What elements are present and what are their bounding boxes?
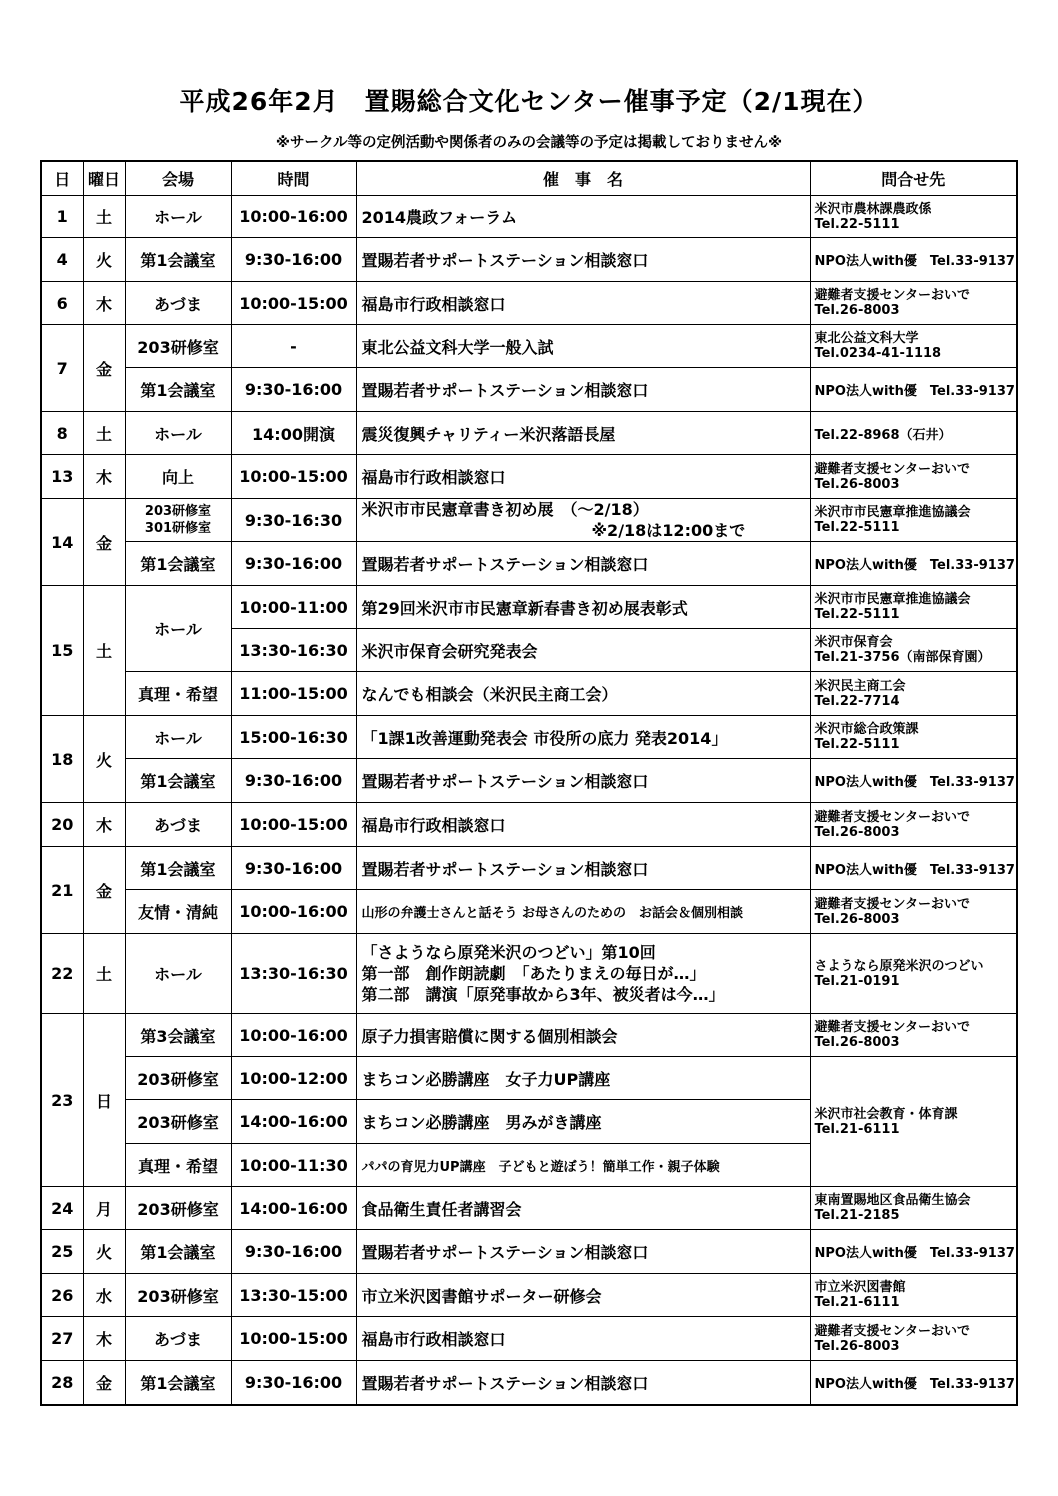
contact-cell: NPO法人with優 Tel.33-9137 <box>810 238 1017 282</box>
table-row <box>41 759 1017 803</box>
event-cell: パパの育児力UP講座 子どもと遊ぼう！簡単工作・親子体験 <box>356 1144 810 1187</box>
contact-org: 避難者支援センターおいで <box>814 809 970 825</box>
event-cell: 米沢市保育会研究発表会 <box>356 629 810 672</box>
venue-cell: あづま <box>125 803 231 847</box>
table-row <box>41 325 1017 368</box>
day-cell: 8 <box>41 412 83 455</box>
time-cell: 10:00-16:00 <box>231 1014 356 1057</box>
venue-cell: ホール <box>125 412 231 455</box>
event-cell: 東北公益文科大学一般入試 <box>356 325 810 368</box>
day-cell: 1 <box>41 196 83 238</box>
time-cell: 9:30-16:00 <box>231 1361 356 1405</box>
time-cell: 14:00-16:00 <box>231 1187 356 1230</box>
event-cell <box>356 934 810 1014</box>
table-row <box>41 1317 1017 1361</box>
event-cell: 福島市行政相談窓口 <box>356 1317 810 1361</box>
table-row <box>41 1274 1017 1317</box>
event-cell: 「1課1改善運動発表会 市役所の底力 発表2014」 <box>356 716 810 759</box>
table-row <box>41 1057 1017 1100</box>
event-cell: なんでも相談会（米沢民主商工会） <box>356 672 810 716</box>
contact-org: 米沢市社会教育・体育課 <box>814 1106 958 1122</box>
contact-cell: NPO法人with優 Tel.33-9137 <box>810 1361 1017 1405</box>
table-row <box>41 412 1017 455</box>
event-note: ※2/18は12:00まで <box>591 521 746 540</box>
event-cell: 原子力損害賠償に関する個別相談会 <box>356 1014 810 1057</box>
contact-org: 米沢市総合政策課 <box>814 722 919 737</box>
time-cell: 9:30-16:00 <box>231 238 356 282</box>
contact-tel: Tel.22-7714 <box>814 693 900 709</box>
contact-tel: Tel.26-8003 <box>814 476 900 492</box>
time-cell: 14:00開演 <box>231 412 356 455</box>
contact-tel: Tel.22-5111 <box>814 607 900 622</box>
time-cell: 10:00-15:00 <box>231 282 356 325</box>
contact-tel: Tel.0234-41-1118 <box>814 346 942 361</box>
table-row <box>41 542 1017 586</box>
time-cell: 13:30-16:30 <box>231 629 356 672</box>
contact-org: 避難者支援センターおいで <box>814 288 970 303</box>
event-cell: 食品衛生責任者講習会 <box>356 1187 810 1230</box>
event-cell: 置賜若者サポートステーション相談窓口 <box>356 368 810 412</box>
time-cell: 10:00-16:00 <box>231 890 356 934</box>
event-cell: 2014農政フォーラム <box>356 196 810 238</box>
venue-name: 301研修室 <box>144 521 212 536</box>
event-cell: 置賜若者サポートステーション相談窓口 <box>356 759 810 803</box>
weekday-cell: 金 <box>83 1361 125 1405</box>
table-row <box>41 368 1017 412</box>
weekday-cell: 土 <box>83 934 125 1014</box>
contact-cell <box>810 934 1017 1014</box>
venue-cell: ホール <box>125 934 231 1014</box>
contact-cell <box>810 1187 1017 1230</box>
time-cell: 9:30-16:00 <box>231 847 356 890</box>
day-cell: 15 <box>41 586 83 716</box>
table-row <box>41 196 1017 238</box>
time-cell: 10:00-15:00 <box>231 1317 356 1361</box>
table-row <box>41 672 1017 716</box>
contact-cell <box>810 1057 1017 1187</box>
day-cell: 13 <box>41 455 83 499</box>
venue-cell: 203研修室 <box>125 1187 231 1230</box>
venue-cell: あづま <box>125 282 231 325</box>
day-cell: 23 <box>41 1014 83 1187</box>
contact-cell <box>810 890 1017 934</box>
venue-cell: ホール <box>125 196 231 238</box>
day-cell: 22 <box>41 934 83 1014</box>
venue-cell: 203研修室 <box>125 1274 231 1317</box>
contact-cell: NPO法人with優 Tel.33-9137 <box>810 542 1017 586</box>
day-cell: 24 <box>41 1187 83 1230</box>
contact-cell: NPO法人with優 Tel.33-9137 <box>810 1230 1017 1274</box>
time-cell: 11:00-15:00 <box>231 672 356 716</box>
venue-cell: 第1会議室 <box>125 1230 231 1274</box>
event-cell: まちコン必勝講座 男みがき講座 <box>356 1100 810 1144</box>
contact-cell <box>810 586 1017 629</box>
time-cell: - <box>231 325 356 368</box>
event-cell <box>356 499 810 542</box>
venue-cell: ホール <box>125 716 231 759</box>
page-title: 平成26年2月 置賜総合文化センター催事予定（2/1現在） <box>179 87 879 116</box>
weekday-cell: 土 <box>83 412 125 455</box>
venue-cell: 友情・清純 <box>125 890 231 934</box>
time-cell: 9:30-16:00 <box>231 368 356 412</box>
weekday-cell: 木 <box>83 282 125 325</box>
time-cell: 14:00-16:00 <box>231 1100 356 1144</box>
weekday-cell: 土 <box>83 586 125 716</box>
day-cell: 7 <box>41 325 83 412</box>
header-weekday: 曜日 <box>83 161 125 196</box>
contact-org: 避難者支援センターおいで <box>814 461 970 477</box>
venue-cell: 第1会議室 <box>125 238 231 282</box>
event-line: 第二部 講演「原発事故から3年、被災者は今…」 <box>361 985 725 1004</box>
contact-tel: Tel.21-0191 <box>814 973 900 989</box>
event-cell: 福島市行政相談窓口 <box>356 803 810 847</box>
contact-org: 米沢市市民憲章推進協議会 <box>814 592 971 607</box>
contact-org: 米沢市市民憲章推進協議会 <box>814 505 971 520</box>
event-cell: 置賜若者サポートステーション相談窓口 <box>356 847 810 890</box>
table-row <box>41 1361 1017 1405</box>
time-cell: 10:00-11:30 <box>231 1144 356 1187</box>
table-row <box>41 890 1017 934</box>
day-cell: 20 <box>41 803 83 847</box>
day-cell: 25 <box>41 1230 83 1274</box>
venue-cell: 第1会議室 <box>125 542 231 586</box>
contact-cell: NPO法人with優 Tel.33-9137 <box>810 368 1017 412</box>
event-cell: 山形の弁護士さんと話そう お母さんのための お話会＆個別相談 <box>356 890 810 934</box>
table-row <box>41 1230 1017 1274</box>
time-cell: 13:30-16:30 <box>231 934 356 1014</box>
contact-cell <box>810 1014 1017 1057</box>
contact-tel: Tel.21-6111 <box>814 1121 900 1137</box>
contact-org: 米沢民主商工会 <box>814 678 906 694</box>
table-row <box>41 803 1017 847</box>
venue-cell: 真理・希望 <box>125 672 231 716</box>
time-cell: 10:00-16:00 <box>231 196 356 238</box>
table-row <box>41 238 1017 282</box>
day-cell: 27 <box>41 1317 83 1361</box>
header-event: 催 事 名 <box>356 161 810 196</box>
contact-tel: Tel.22-5111 <box>814 737 900 752</box>
header-time: 時間 <box>231 161 356 196</box>
contact-tel: Tel.22-5111 <box>814 216 900 232</box>
contact-org: 避難者支援センターおいで <box>814 1323 970 1339</box>
contact-cell <box>810 282 1017 325</box>
venue-cell: 203研修室 <box>125 325 231 368</box>
contact-cell <box>810 1274 1017 1317</box>
time-cell: 10:00-12:00 <box>231 1057 356 1100</box>
time-cell: 9:30-16:30 <box>231 499 356 542</box>
contact-cell <box>810 325 1017 368</box>
contact-cell <box>810 672 1017 716</box>
table-row <box>41 586 1017 629</box>
day-cell: 28 <box>41 1361 83 1405</box>
day-cell: 18 <box>41 716 83 803</box>
day-cell: 14 <box>41 499 83 586</box>
event-line: 米沢市市民憲章書き初め展 （～2/18） <box>361 500 649 519</box>
weekday-cell: 土 <box>83 196 125 238</box>
event-cell: 置賜若者サポートステーション相談窓口 <box>356 1230 810 1274</box>
contact-org: 東南置賜地区食品衛生協会 <box>814 1193 971 1208</box>
contact-org: さようなら原発米沢のつどい <box>814 958 984 974</box>
venue-cell: 第1会議室 <box>125 368 231 412</box>
contact-tel: Tel.21-3756（南部保育園） <box>814 650 991 665</box>
venue-cell: 向上 <box>125 455 231 499</box>
header-day: 日 <box>41 161 83 196</box>
header-row <box>41 161 1017 196</box>
contact-org: 米沢市農林課農政係 <box>814 201 932 217</box>
contact-cell: NPO法人with優 Tel.33-9137 <box>810 847 1017 890</box>
contact-tel: Tel.21-6111 <box>814 1295 900 1310</box>
contact-tel: Tel.26-8003 <box>814 1035 900 1050</box>
contact-cell <box>810 499 1017 542</box>
table-row <box>41 716 1017 759</box>
header-contact: 問合せ先 <box>810 161 1017 196</box>
weekday-cell: 月 <box>83 1187 125 1230</box>
weekday-cell: 木 <box>83 455 125 499</box>
weekday-cell: 水 <box>83 1274 125 1317</box>
weekday-cell: 火 <box>83 1230 125 1274</box>
weekday-cell: 火 <box>83 716 125 803</box>
contact-tel: Tel.26-8003 <box>814 303 900 318</box>
venue-name: 203研修室 <box>144 504 212 519</box>
venue-cell: 第1会議室 <box>125 759 231 803</box>
venue-cell: 真理・希望 <box>125 1144 231 1187</box>
venue-cell: 203研修室 <box>125 1057 231 1100</box>
weekday-cell: 金 <box>83 499 125 586</box>
weekday-cell: 木 <box>83 803 125 847</box>
time-cell: 15:00-16:30 <box>231 716 356 759</box>
venue-cell: 第1会議室 <box>125 1361 231 1405</box>
weekday-cell: 金 <box>83 847 125 934</box>
event-cell: まちコン必勝講座 女子力UP講座 <box>356 1057 810 1100</box>
contact-cell <box>810 1317 1017 1361</box>
event-cell: 市立米沢図書館サポーター研修会 <box>356 1274 810 1317</box>
time-cell: 10:00-15:00 <box>231 803 356 847</box>
event-cell: 置賜若者サポートステーション相談窓口 <box>356 1361 810 1405</box>
contact-cell <box>810 629 1017 672</box>
day-cell: 4 <box>41 238 83 282</box>
event-cell: 福島市行政相談窓口 <box>356 282 810 325</box>
contact-cell: NPO法人with優 Tel.33-9137 <box>810 759 1017 803</box>
weekday-cell: 火 <box>83 238 125 282</box>
time-cell: 10:00-15:00 <box>231 455 356 499</box>
contact-org: 東北公益文科大学 <box>814 331 919 346</box>
contact-org: 米沢市保育会 <box>814 635 893 650</box>
venue-cell: 第3会議室 <box>125 1014 231 1057</box>
contact-cell <box>810 716 1017 759</box>
weekday-cell: 金 <box>83 325 125 412</box>
contact-cell <box>810 803 1017 847</box>
contact-cell <box>810 455 1017 499</box>
table-row <box>41 1014 1017 1057</box>
time-cell: 13:30-15:00 <box>231 1274 356 1317</box>
event-cell: 第29回米沢市市民憲章新春書き初め展表彰式 <box>356 586 810 629</box>
venue-cell: あづま <box>125 1317 231 1361</box>
contact-org: 避難者支援センターおいで <box>814 1020 970 1035</box>
event-schedule-table <box>40 160 1018 1406</box>
venue-cell <box>125 499 231 542</box>
event-cell: 震災復興チャリティー米沢落語長屋 <box>356 412 810 455</box>
event-cell: 福島市行政相談窓口 <box>356 455 810 499</box>
contact-tel: Tel.26-8003 <box>814 911 900 927</box>
time-cell: 9:30-16:00 <box>231 1230 356 1274</box>
event-line: 「さようなら原発米沢のつどい」第10回 <box>361 943 656 962</box>
table-row <box>41 499 1017 542</box>
table-row <box>41 282 1017 325</box>
weekday-cell: 日 <box>83 1014 125 1187</box>
venue-cell: 第1会議室 <box>125 847 231 890</box>
contact-tel: Tel.21-2185 <box>814 1208 900 1223</box>
table-row <box>41 1187 1017 1230</box>
contact-tel: Tel.22-5111 <box>814 520 900 535</box>
day-cell: 6 <box>41 282 83 325</box>
day-cell: 21 <box>41 847 83 934</box>
contact-cell <box>810 196 1017 238</box>
contact-org: 市立米沢図書館 <box>814 1280 906 1295</box>
table-row <box>41 847 1017 890</box>
time-cell: 10:00-11:00 <box>231 586 356 629</box>
weekday-cell: 木 <box>83 1317 125 1361</box>
time-cell: 9:30-16:00 <box>231 542 356 586</box>
contact-org: 避難者支援センターおいで <box>814 896 970 912</box>
table-row <box>41 455 1017 499</box>
table-row <box>41 934 1017 1014</box>
contact-tel: Tel.26-8003 <box>814 824 900 840</box>
notice-text: ※サークル等の定例活動や関係者のみの会議等の予定は掲載しておりません※ <box>275 135 783 151</box>
event-cell: 置賜若者サポートステーション相談窓口 <box>356 238 810 282</box>
venue-cell: ホール <box>125 586 231 672</box>
contact-cell: Tel.22-8968（石井） <box>810 412 1017 455</box>
event-cell: 置賜若者サポートステーション相談窓口 <box>356 542 810 586</box>
contact-tel: Tel.26-8003 <box>814 1338 900 1354</box>
time-cell: 9:30-16:00 <box>231 759 356 803</box>
header-venue: 会場 <box>125 161 231 196</box>
venue-cell: 203研修室 <box>125 1100 231 1144</box>
event-line: 第一部 創作朗読劇 「あたりまえの毎日が…」 <box>361 964 706 983</box>
day-cell: 26 <box>41 1274 83 1317</box>
